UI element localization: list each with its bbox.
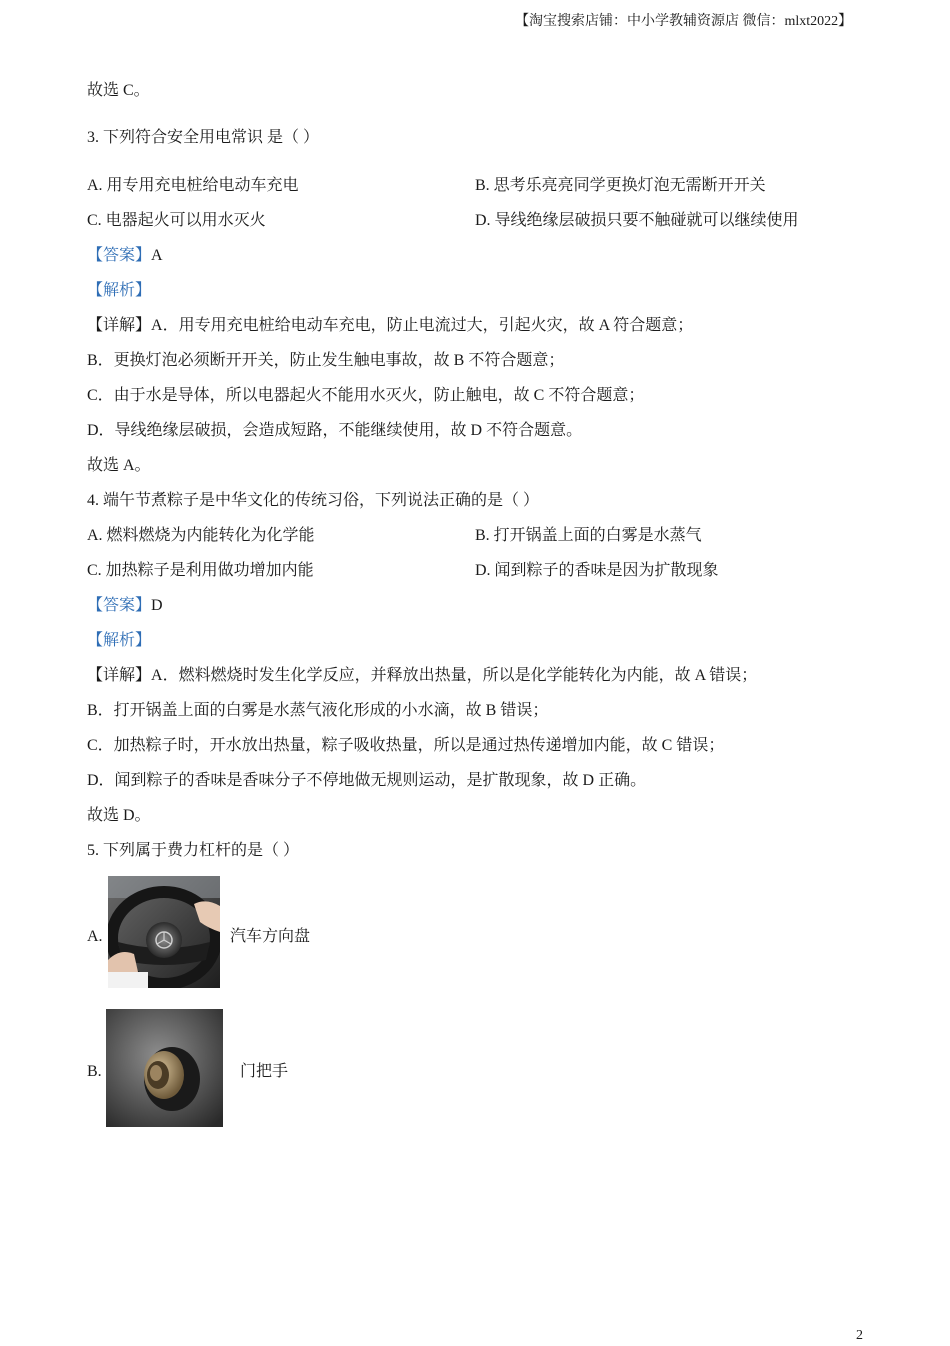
- answer-value: A: [151, 247, 163, 264]
- q3-conclusion: 故选 A。: [87, 457, 151, 474]
- q3-option-c: C. 电器起火可以用水灭火: [87, 212, 266, 229]
- question-5-stem: 5. 下列属于费力杠杆的是（ ）: [87, 842, 300, 859]
- q3-option-b: B. 思考乐亮亮同学更换灯泡无需断开开关: [475, 177, 766, 194]
- q5-option-a-text: 汽车方向盘: [230, 928, 311, 945]
- q4-answer-line: [87, 596, 163, 616]
- door-knob-icon: [106, 1009, 223, 1127]
- q4-option-c: C. 加热粽子是利用做功增加内能: [87, 562, 314, 579]
- q5-option-b-text: 门把手: [240, 1063, 289, 1080]
- answer-value: D: [151, 597, 163, 614]
- conclusion-text: 故选 C。: [87, 82, 150, 99]
- door-knob-image: [106, 1009, 223, 1127]
- q5-option-a-letter: A.: [87, 928, 103, 945]
- analysis-tag: 【解析】: [87, 282, 152, 299]
- answer-tag: 【答案】: [87, 247, 152, 264]
- q3-detail-line-2: B．更换灯泡必须断开开关，防止发生触电事故，故 B 不符合题意；: [87, 352, 565, 369]
- q3-option-a: A. 用专用充电桩给电动车充电: [87, 177, 299, 194]
- answer-tag: 【答案】: [87, 597, 152, 614]
- analysis-tag: 【解析】: [87, 632, 152, 649]
- page-header: 【淘宝搜索店铺：中小学教辅资源店 微信：mlxt2022】: [515, 14, 853, 29]
- q3-answer-line: [87, 246, 163, 266]
- question-3-stem: 3. 下列符合安全用电常识 是（ ）: [87, 129, 320, 146]
- q4-option-b: B. 打开锅盖上面的白雾是水蒸气: [475, 527, 702, 544]
- q3-detail-line-3: C．由于水是导体，所以电器起火不能用水灭火，防止触电，故 C 不符合题意；: [87, 387, 645, 404]
- detail-tag: 【详解】: [87, 317, 152, 334]
- q5-option-b-letter: B.: [87, 1063, 102, 1080]
- detail-tag: 【详解】: [87, 667, 152, 684]
- detail-text: A．用专用充电桩给电动车充电，防止电流过大，引起火灾，故 A 符合题意；: [151, 317, 694, 334]
- page-number: 2: [856, 1328, 863, 1343]
- q3-detail-line-1: [87, 316, 693, 336]
- detail-text: A．燃料燃烧时发生化学反应，并释放出热量，所以是化学能转化为内能，故 A 错误；: [151, 667, 758, 684]
- q4-detail-line-3: C．加热粽子时，开水放出热量，粽子吸收热量，所以是通过热传递增加内能，故 C 错误；: [87, 737, 725, 754]
- question-4-stem: 4. 端午节煮粽子是中华文化的传统习俗，下列说法正确的是（ ）: [87, 492, 540, 509]
- q4-option-a: A. 燃料燃烧为内能转化为化学能: [87, 527, 315, 544]
- steering-wheel-icon: [108, 876, 220, 988]
- q3-option-d: D. 导线绝缘层破损只要不触碰就可以继续使用: [475, 212, 799, 229]
- q4-conclusion: 故选 D。: [87, 807, 151, 824]
- q4-option-d: D. 闻到粽子的香味是因为扩散现象: [475, 562, 719, 579]
- q4-detail-line-2: B．打开锅盖上面的白雾是水蒸气液化形成的小水滴，故 B 错误；: [87, 702, 549, 719]
- q3-detail-line-4: D．导线绝缘层破损，会造成短路，不能继续使用，故 D 不符合题意。: [87, 422, 583, 439]
- q4-detail-line-1: [87, 666, 757, 686]
- steering-wheel-image: [108, 876, 220, 988]
- q4-detail-line-4: D．闻到粽子的香味是香味分子不停地做无规则运动，是扩散现象，故 D 正确。: [87, 772, 647, 789]
